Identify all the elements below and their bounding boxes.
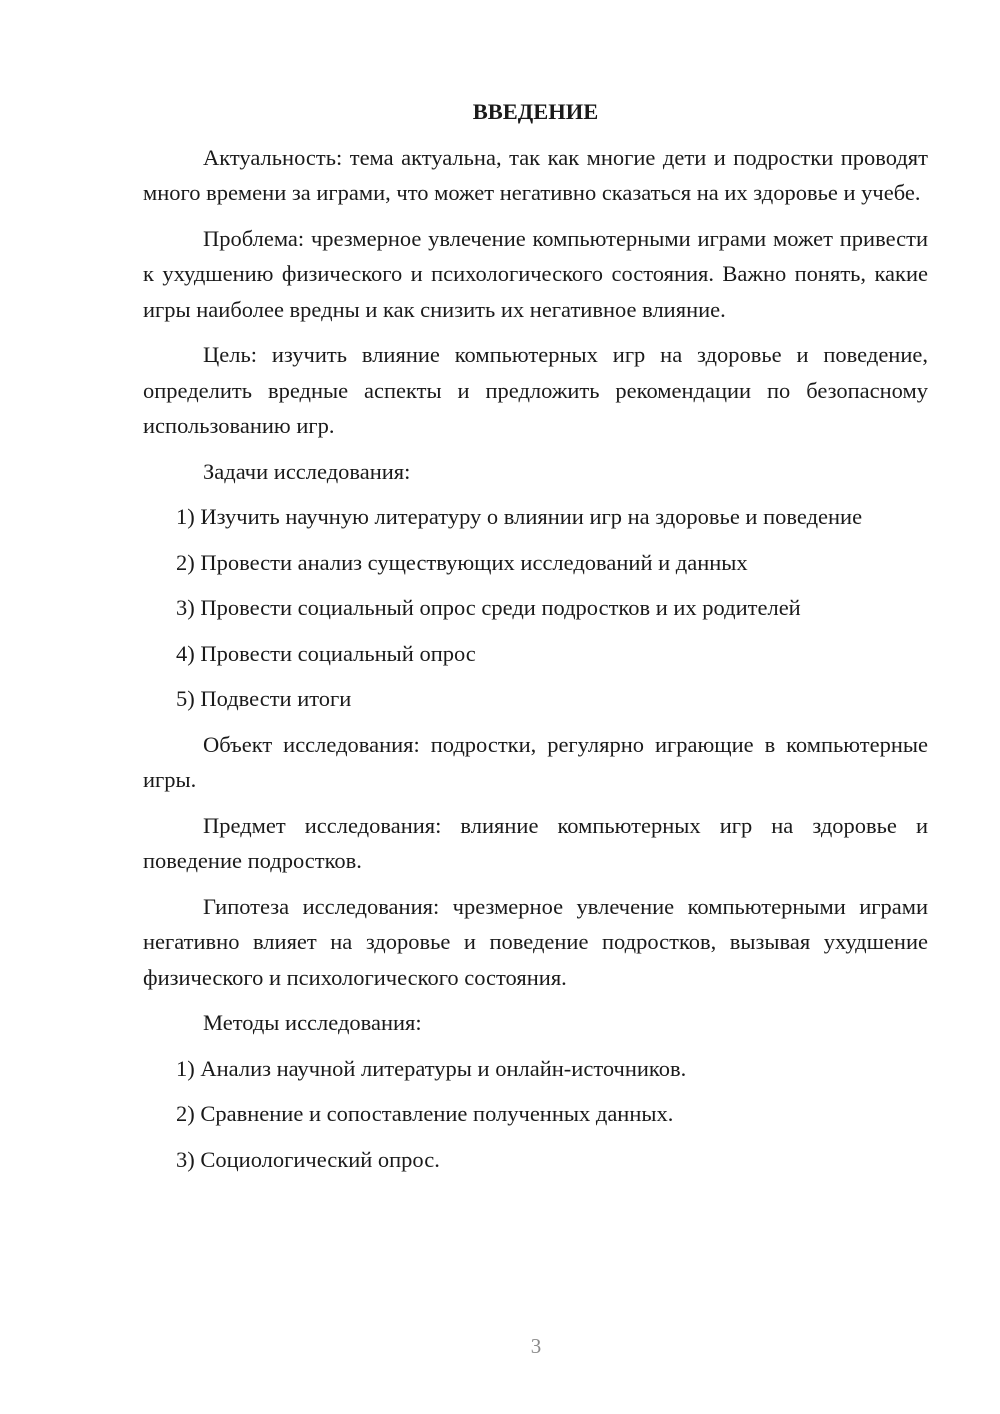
page-content [143,94,928,1187]
object-paragraph: Объект исследования: подростки, регулярно играющие в компьютерные игры. [143,731,928,792]
task-item-4: 4) Провести социальный опрос [176,640,476,666]
task-item-5: 5) Подвести итоги [176,686,352,711]
tasks-heading: Задачи исследования: [203,458,411,484]
goal-paragraph: Цель: изучить влияние компьютерных игр на здоровье и поведение, определить вредные аспекты и предложить рекомендации по безопасному использованию игр. [143,342,928,438]
method-item-3: 3) Социологический опрос. [176,1146,440,1172]
task-item-2: 2) Провести анализ существующих исследований и данных [176,549,748,575]
method-item-1: 1) Анализ научной литературы и онлайн-источников. [176,1055,687,1081]
relevance-paragraph: Актуальность: тема актуальна, так как многие дети и подростки проводят много времени за играми, что может негативно сказаться на их здоровье и учебе. [143,144,928,205]
subject-paragraph: Предмет исследования: влияние компьютерных игр на здоровье и поведение подростков. [143,812,928,873]
hypothesis-paragraph: Гипотеза исследования: чрезмерное увлечение компьютерными играми негативно влияет на здоровье и поведение подростков, вызывая ухудшение физического и психологического состояния. [143,893,928,990]
section-heading: ВВЕДЕНИЕ [472,99,599,124]
methods-heading: Методы исследования: [203,1010,422,1035]
task-item-3: 3) Провести социальный опрос среди подростков и их родителей [176,595,801,620]
problem-paragraph: Проблема: чрезмерное увлечение компьютерными играми может привести к ухудшению физического и психологического состояния. Важно понять, какие игры наиболее вредны и как снизить их негативное влияние. [143,225,928,322]
method-item-2: 2) Сравнение и сопоставление полученных данных. [176,1101,674,1126]
task-item-1: 1) Изучить научную литературу о влиянии игр на здоровье и поведение [176,504,863,529]
page-number: 3 [530,1334,542,1358]
